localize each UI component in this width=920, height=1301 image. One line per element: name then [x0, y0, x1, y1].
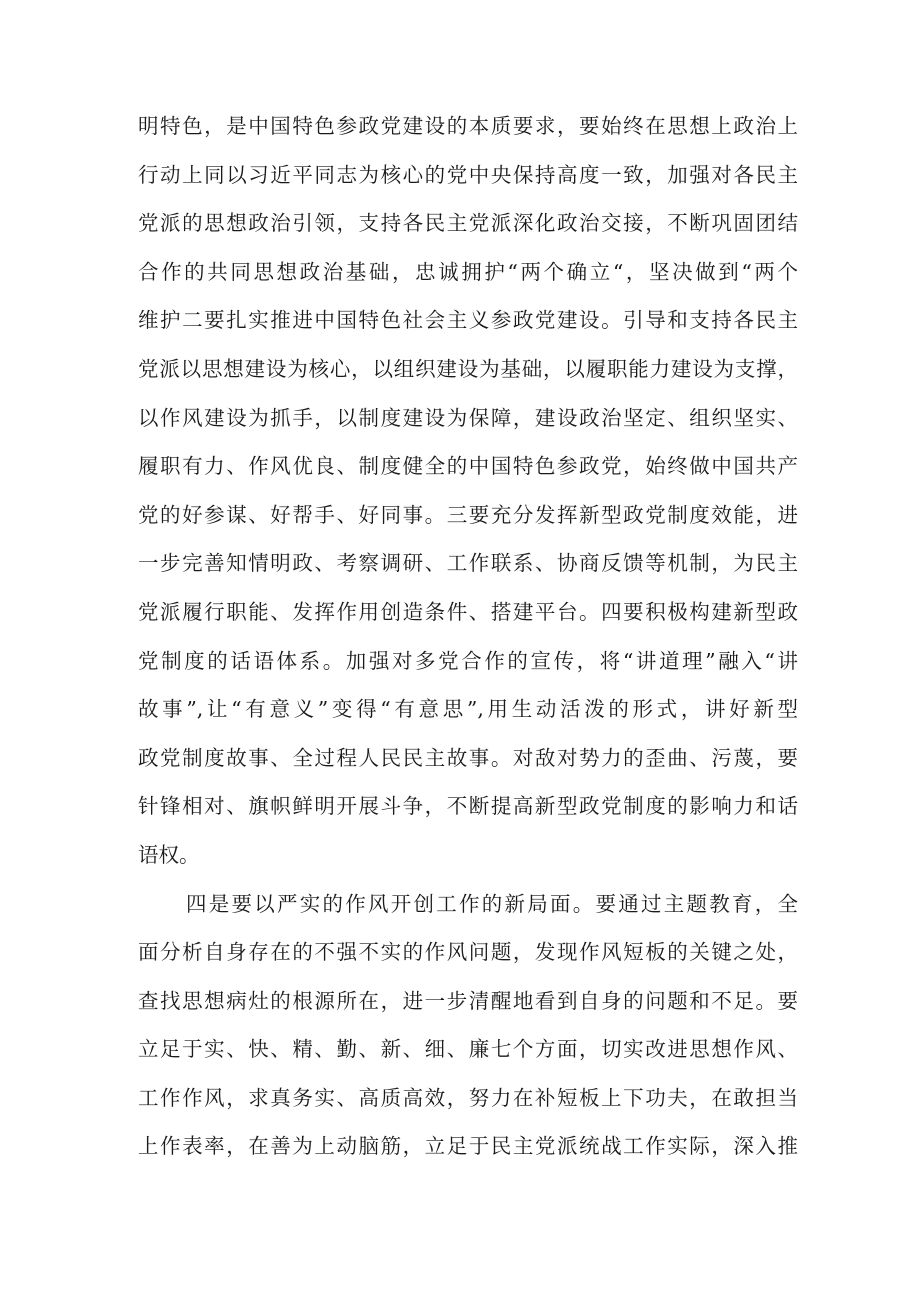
- text-line: 维护二要扎实推进中国特色社会主义参政党建设。引导和支持各民主: [138, 308, 798, 333]
- text-line: 一步完善知情明政、考察调研、工作联系、协商反馈等机制，为民主: [138, 551, 798, 576]
- text-line: 行动上同以习近平同志为核心的党中央保持高度一致，加强对各民主: [138, 162, 798, 187]
- text-line: 党派以思想建设为核心，以组织建设为基础，以履职能力建设为支撑，: [138, 356, 798, 381]
- text-line: 面分析自身存在的不强不实的作风问题，发现作风短板的关键之处，: [138, 940, 798, 965]
- text-line: 党派的思想政治引领，支持各民主党派深化政治交接，不断巩固团结: [138, 211, 798, 236]
- text-line: 党派履行职能、发挥作用创造条件、搭建平台。四要积极构建新型政: [138, 599, 798, 624]
- text-line: 党制度的话语体系。加强对多党合作的宣传，将“讲道理”融入“讲: [138, 648, 798, 673]
- text-line: 四是要以严实的作风开创工作的新局面。要通过主题教育，全: [186, 891, 798, 916]
- text-line: 工作作风，求真务实、高质高效，努力在补短板上下功夫，在敢担当: [138, 1085, 798, 1110]
- text-line: 合作的共同思想政治基础，忠诚拥护“两个确立“，坚决做到“两个: [138, 259, 798, 284]
- text-line: 立足于实、快、精、勤、新、细、廉七个方面，切实改进思想作风、: [138, 1037, 798, 1062]
- text-line: 针锋相对、旗帜鲜明开展斗争，不断提高新型政党制度的影响力和话: [138, 794, 798, 819]
- text-line: 语权。: [138, 842, 200, 867]
- text-line: 党的好参谋、好帮手、好同事。三要充分发挥新型政党制度效能，进: [138, 502, 798, 527]
- text-line: 查找思想病灶的根源所在，进一步清醒地看到自身的问题和不足。要: [138, 988, 798, 1013]
- text-line: 以作风建设为抓手，以制度建设为保障，建设政治坚定、组织坚实、: [138, 405, 798, 430]
- text-line: 政党制度故事、全过程人民民主故事。对敌对势力的歪曲、污蔑，要: [138, 745, 798, 770]
- text-line: 上作表率，在善为上动脑筋，立足于民主党派统战工作实际，深入推: [138, 1134, 798, 1159]
- body-text: [138, 102, 798, 1171]
- text-line: 履职有力、作风优良、制度健全的中国特色参政党，始终做中国共产: [138, 454, 798, 479]
- text-line: 明特色，是中国特色参政党建设的本质要求，要始终在思想上政治上: [138, 114, 798, 138]
- text-line: 故事”,让“有意义”变得“有意思”,用生动活泼的形式，讲好新型: [138, 697, 798, 722]
